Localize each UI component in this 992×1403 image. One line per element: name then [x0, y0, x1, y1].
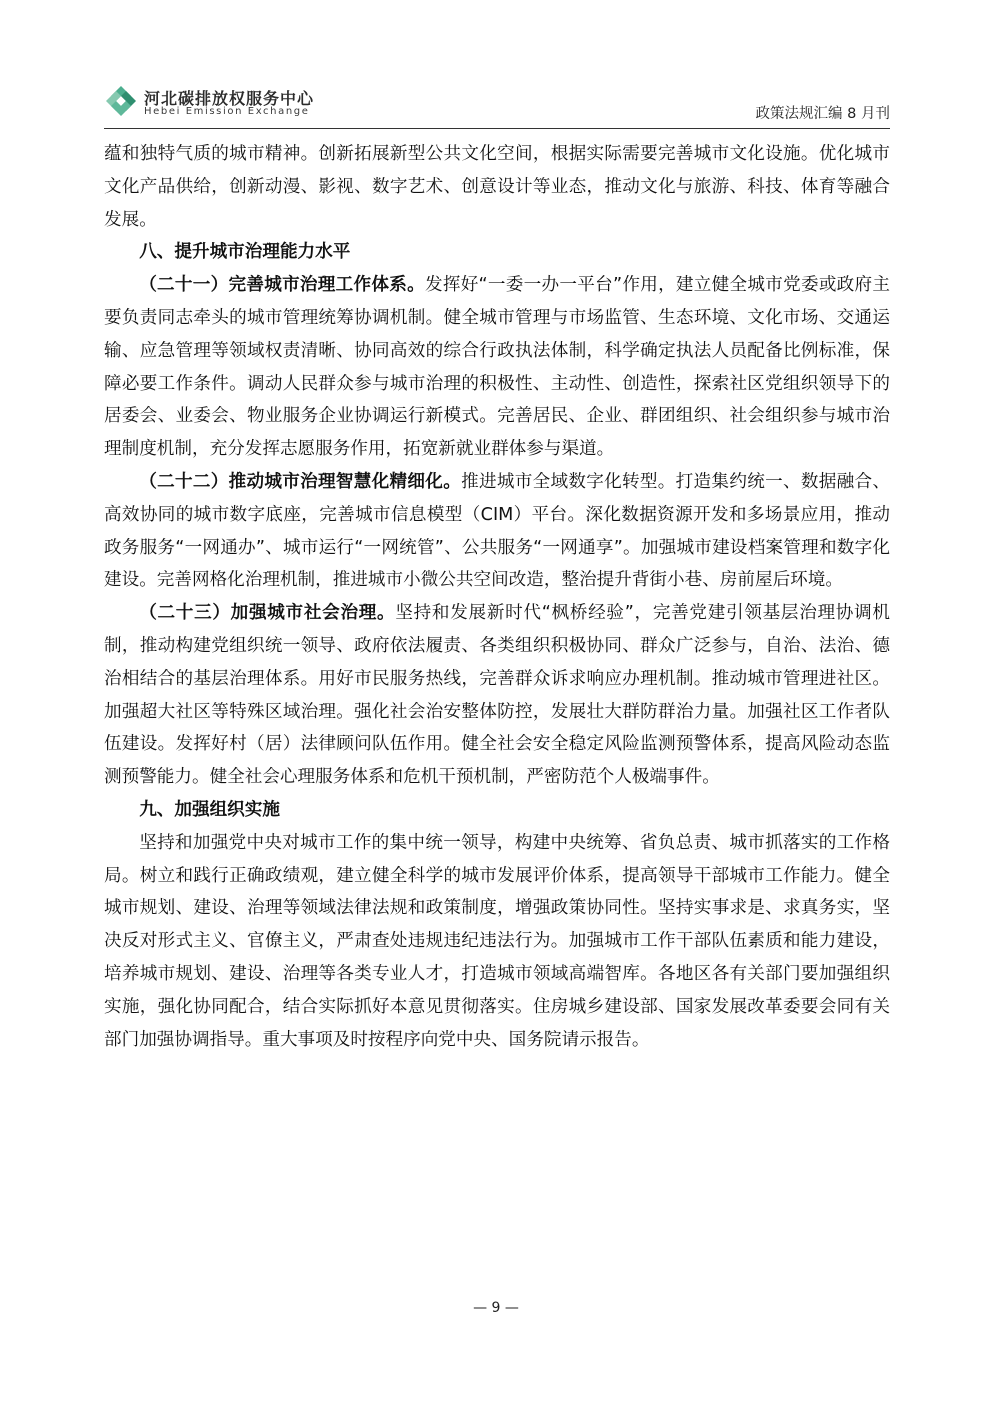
hebei-emission-exchange-logo-icon: [104, 84, 138, 118]
paragraph-21-text: 发挥好“一委一办一平台”作用，建立健全城市党委或政府主要负责同志牵头的城市管理统筹协调机制。健全城市管理与市场监管、生态环境、文化市场、交通运输、应急管理等领域权责清晰、协同高效的综合行政执法体制，科学确定执法人员配备比例标准，保障必要工作条件。调动人民群众参与城市治理的积极性、主动性、创造性，探索社区党组织领导下的居委会、业委会、物业服务企业协调运行新模式。完善居民、企业、群团组织、社会组织参与城市治理制度机制，充分发挥志愿服务作用，拓宽新就业群体参与渠道。: [104, 275, 890, 460]
paragraph-21: [104, 269, 890, 466]
org-name-cn: 河北碳排放权服务中心: [144, 89, 315, 108]
paragraph-23-text: 坚持和发展新时代“枫桥经验”，完善党建引领基层治理协调机制，推动构建党组织统一领导、政府依法履责、各类组织积极协同、群众广泛参与，自治、法治、德治相结合的基层治理体系。用好市民服务热线，完善群众诉求响应办理机制。推动城市管理进社区。加强超大社区等特殊区域治理。强化社会治安整体防控，发展壮大群防群治力量。加强社区工作者队伍建设。发挥好村（居）法律顾问队伍作用。健全社会安全稳定风险监测预警体系，提高风险动态监测预警能力。健全社会心理服务体系和危机干预机制，严密防范个人极端事件。: [104, 603, 890, 788]
paragraph-22-lead: （二十二）推动城市治理智慧化精细化。: [139, 471, 462, 492]
paragraph-21-lead: （二十一）完善城市治理工作体系。: [139, 275, 425, 296]
paragraph-23: [104, 597, 890, 794]
paragraph-23-lead: （二十三）加强城市社会治理。: [139, 603, 396, 624]
document-body: [104, 138, 890, 1056]
paragraph-continuation: 蕴和独特气质的城市精神。创新拓展新型公共文化空间，根据实际需要完善城市文化设施。优化城市文化产品供给，创新动漫、影视、数字艺术、创意设计等业态，推动文化与旅游、科技、体育等融合发展。: [104, 144, 890, 230]
page-header: [104, 80, 890, 126]
section-heading-9: 九、加强组织实施: [139, 799, 280, 820]
publication-title: 政策法规汇编 8 月刊: [755, 106, 890, 122]
paragraph-9: 坚持和加强党中央对城市工作的集中统一领导，构建中央统筹、省负总责、城市抓落实的工作格局。树立和践行正确政绩观，建立健全科学的城市发展评价体系，提高领导干部城市工作能力。健全城市规划、建设、治理等领域法律法规和政策制度，增强政策协同性。坚持实事求是、求真务实，坚决反对形式主义、官僚主义，严肃查处违规违纪违法行为。加强城市工作干部队伍素质和能力建设，培养城市规划、建设、治理等各类专业人才，打造城市领域高端智库。各地区各有关部门要加强组织实施，强化协同配合，结合实际抓好本意见贯彻落实。住房城乡建设部、国家发展改革委要会同有关部门加强协调指导。重大事项及时按程序向党中央、国务院请示报告。: [104, 832, 890, 1050]
paragraph-22-text: 推进城市全域数字化转型。打造集约统一、数据融合、高效协同的城市数字底座，完善城市信息模型（CIM）平台。深化数据资源开发和多场景应用，推动政务服务“一网通办”、城市运行“一网统管”、公共服务“一网通享”。加强城市建设档案管理和数字化建设。完善网格化治理机制，推进城市小微公共空间改造，整治提升背街小巷、房前屋后环境。: [104, 471, 890, 591]
page-number: — 9 —: [473, 1300, 519, 1316]
org-name-en: Hebei Emission Exchange: [144, 106, 310, 117]
section-heading-8: 八、提升城市治理能力水平: [139, 242, 351, 263]
header-divider: [104, 128, 890, 129]
paragraph-22: [104, 466, 890, 597]
